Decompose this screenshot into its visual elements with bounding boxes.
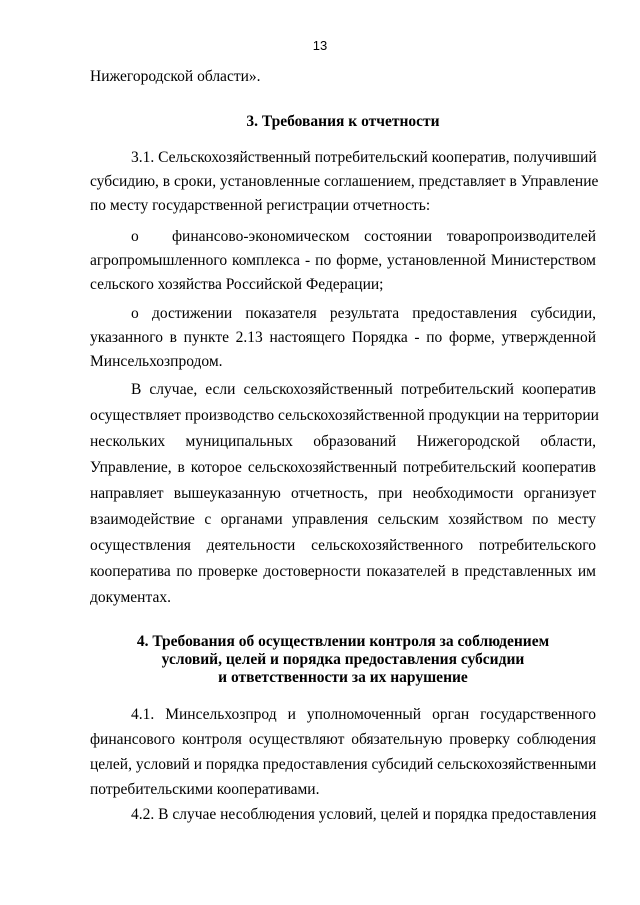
- paragraph-line: финансового контроля осуществляют обязательную проверку соблюдения: [90, 731, 596, 748]
- paragraph-line: В случае, если сельскохозяйственный потребительский кооператив: [131, 381, 596, 398]
- paragraph-line: 4.2. В случае несоблюдения условий, целей и порядка предоставления: [131, 806, 597, 823]
- paragraph-line: взаимодействие с органами управления сельским хозяйством по месту: [90, 511, 596, 528]
- paragraph-line: 3.1. Сельскохозяйственный потребительский кооператив, получивший: [131, 149, 597, 166]
- paragraph-line: целей, условий и порядка предоставления субсидий сельскохозяйственными: [90, 756, 597, 773]
- section-4-heading: и ответственности за их нарушение: [218, 669, 468, 686]
- page-number: 13: [312, 38, 328, 53]
- paragraph-line: 4.1. Минсельхозпрод и уполномоченный орган государственного: [131, 706, 596, 723]
- paragraph-line: субсидию, в сроки, установленные соглашением, представляет в Управление: [90, 173, 599, 190]
- paragraph-line: потребительскими кооперативами.: [90, 781, 320, 798]
- paragraph-line: осуществляет производство сельскохозяйственной продукции на территории: [90, 407, 599, 424]
- list-item-line: Минсельхозпродом.: [90, 353, 223, 370]
- section-4-heading: условий, целей и порядка предоставления субсидии: [161, 651, 525, 668]
- paragraph-line: Управление, в которое сельскохозяйственный потребительский кооператив: [90, 459, 596, 476]
- section-3-heading: 3. Требования к отчетности: [246, 113, 440, 130]
- paragraph-line: по месту государственной регистрации отчетность:: [90, 197, 431, 214]
- list-item-line: агропромышленного комплекса - по форме, установленной Министерством: [90, 252, 596, 269]
- paragraph-line: направляет вышеуказанную отчетность, при необходимости организует: [90, 485, 596, 502]
- paragraph-line: нескольких муниципальных образований Нижегородской области,: [90, 433, 596, 450]
- paragraph-line: кооператива по проверке достоверности показателей в представленных им: [90, 563, 596, 580]
- list-bullet: о: [131, 228, 139, 245]
- list-item-line: финансово-экономическом состоянии товаропроизводителей: [172, 228, 596, 245]
- list-item-line: указанного в пункте 2.13 настоящего Порядка - по форме, утвержденной: [90, 329, 596, 346]
- paragraph-line: документах.: [90, 589, 171, 606]
- list-item-line: сельского хозяйства Российской Федерации;: [90, 276, 384, 293]
- continuation-line: Нижегородской области».: [90, 68, 261, 85]
- section-4-heading: 4. Требования об осуществлении контроля за соблюдением: [136, 633, 550, 650]
- paragraph-line: осуществления деятельности сельскохозяйственного потребительского: [90, 537, 596, 554]
- list-item-line: о достижении показателя результата предоставления субсидии,: [131, 305, 596, 322]
